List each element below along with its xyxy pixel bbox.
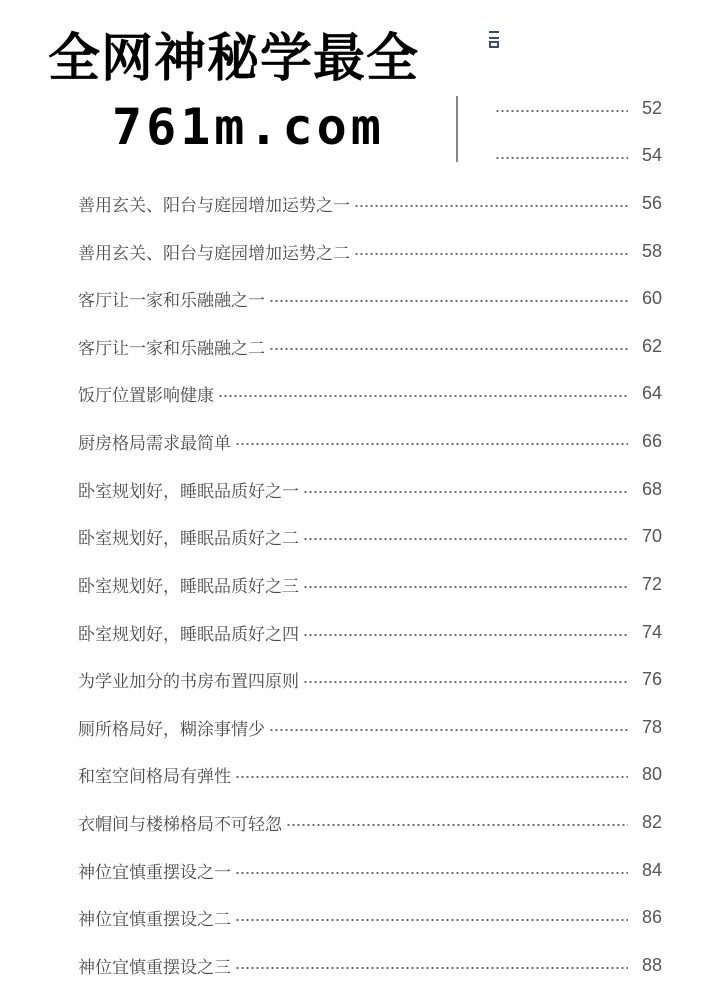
- toc-page-number: 86: [641, 906, 662, 927]
- toc-entry: [78, 902, 662, 932]
- toc-entry: [78, 807, 662, 837]
- toc-entry: [78, 664, 662, 694]
- toc-entry: [78, 617, 662, 647]
- toc-page-number: 76: [641, 668, 662, 689]
- toc-page-number: 80: [641, 763, 662, 784]
- toc-page-number: 70: [641, 525, 662, 546]
- watermark-overlay: [30, 8, 488, 166]
- toc-page-number: 52: [641, 97, 662, 118]
- dot-leader: [495, 110, 628, 112]
- dot-leader: [303, 491, 628, 493]
- toc-entry-title: 客厅让一家和乐融融之一: [78, 290, 265, 311]
- toc-page-number: 72: [641, 573, 662, 594]
- toc-entry-title: 神位宜慎重摆设之二: [78, 909, 231, 930]
- dot-leader: [235, 872, 628, 874]
- toc-entry: [78, 378, 662, 408]
- toc-entry-title: 善用玄关、阳台与庭园增加运势之二: [78, 243, 350, 264]
- dot-leader: [303, 634, 628, 636]
- toc-page-number: 64: [641, 382, 662, 403]
- toc-entry-title: 衣帽间与楼梯格局不可轻忽: [78, 814, 282, 835]
- toc-page-number: 74: [641, 621, 662, 642]
- glyph-fragment-icon: [488, 28, 500, 48]
- dot-leader: [354, 253, 628, 255]
- toc-entry-title: 饭厅位置影响健康: [78, 385, 214, 406]
- toc-entry-title: 神位宜慎重摆设之三: [78, 957, 231, 978]
- toc-page-number: 88: [641, 954, 662, 975]
- dot-leader: [218, 395, 628, 397]
- toc-entry: [495, 140, 662, 170]
- dot-leader: [354, 205, 628, 207]
- watermark-title: 全网神秘学最全: [48, 29, 420, 89]
- toc-entry-title: 卧室规划好，睡眠品质好之一: [78, 481, 299, 502]
- toc-entry-title: 客厅让一家和乐融融之二: [78, 338, 265, 359]
- toc-entry: [78, 712, 662, 742]
- toc-page-number: 60: [641, 287, 662, 308]
- toc-entry: [78, 474, 662, 504]
- toc-entry-title: 厕所格局好，糊涂事情少: [78, 719, 265, 740]
- toc-page-number: 56: [641, 192, 662, 213]
- dot-leader: [286, 824, 628, 826]
- toc-entry: [495, 93, 662, 123]
- toc-entry-title: 和室空间格局有弹性: [78, 766, 231, 787]
- toc-entry: [78, 331, 662, 361]
- toc-entry-title: 卧室规划好，睡眠品质好之四: [78, 624, 299, 645]
- toc-page-number: 84: [641, 859, 662, 880]
- dot-leader: [269, 300, 628, 302]
- toc-entry-title: 厨房格局需求最简单: [78, 433, 231, 454]
- toc-entry-title: 卧室规划好，睡眠品质好之二: [78, 528, 299, 549]
- toc-entry-title: 为学业加分的书房布置四原则: [78, 671, 299, 692]
- partial-heading-glyph: [488, 28, 500, 48]
- toc-entry-title: 神位宜慎重摆设之一: [78, 862, 231, 883]
- toc-entry: [78, 950, 662, 980]
- toc-page-number: 58: [641, 240, 662, 261]
- toc-entry-title: 卧室规划好，睡眠品质好之三: [78, 576, 299, 597]
- toc-entry: [78, 759, 662, 789]
- dot-leader: [269, 729, 628, 731]
- toc-entry: [78, 283, 662, 313]
- toc-entry: [78, 426, 662, 456]
- toc-entry: [78, 855, 662, 885]
- watermark-domain: 761m.com: [112, 98, 385, 156]
- dot-leader: [235, 776, 628, 778]
- toc-page-number: 82: [641, 811, 662, 832]
- toc-page-number: 68: [641, 478, 662, 499]
- toc-page-number: 66: [641, 430, 662, 451]
- dot-leader: [269, 348, 628, 350]
- dot-leader: [303, 538, 628, 540]
- toc-entry: [78, 569, 662, 599]
- dot-leader: [303, 586, 628, 588]
- toc-page-number: 78: [641, 716, 662, 737]
- dot-leader: [303, 681, 628, 683]
- toc-page-number: 54: [641, 144, 662, 165]
- toc-entry: [78, 521, 662, 551]
- dot-leader: [495, 157, 628, 159]
- toc-entry-title: 善用玄关、阳台与庭园增加运势之一: [78, 195, 350, 216]
- dot-leader: [235, 967, 628, 969]
- toc-entry: [78, 236, 662, 266]
- toc-page-number: 62: [641, 335, 662, 356]
- dot-leader: [235, 443, 628, 445]
- dot-leader: [235, 919, 628, 921]
- toc-entry: [78, 188, 662, 218]
- text-cursor-line: [456, 96, 458, 162]
